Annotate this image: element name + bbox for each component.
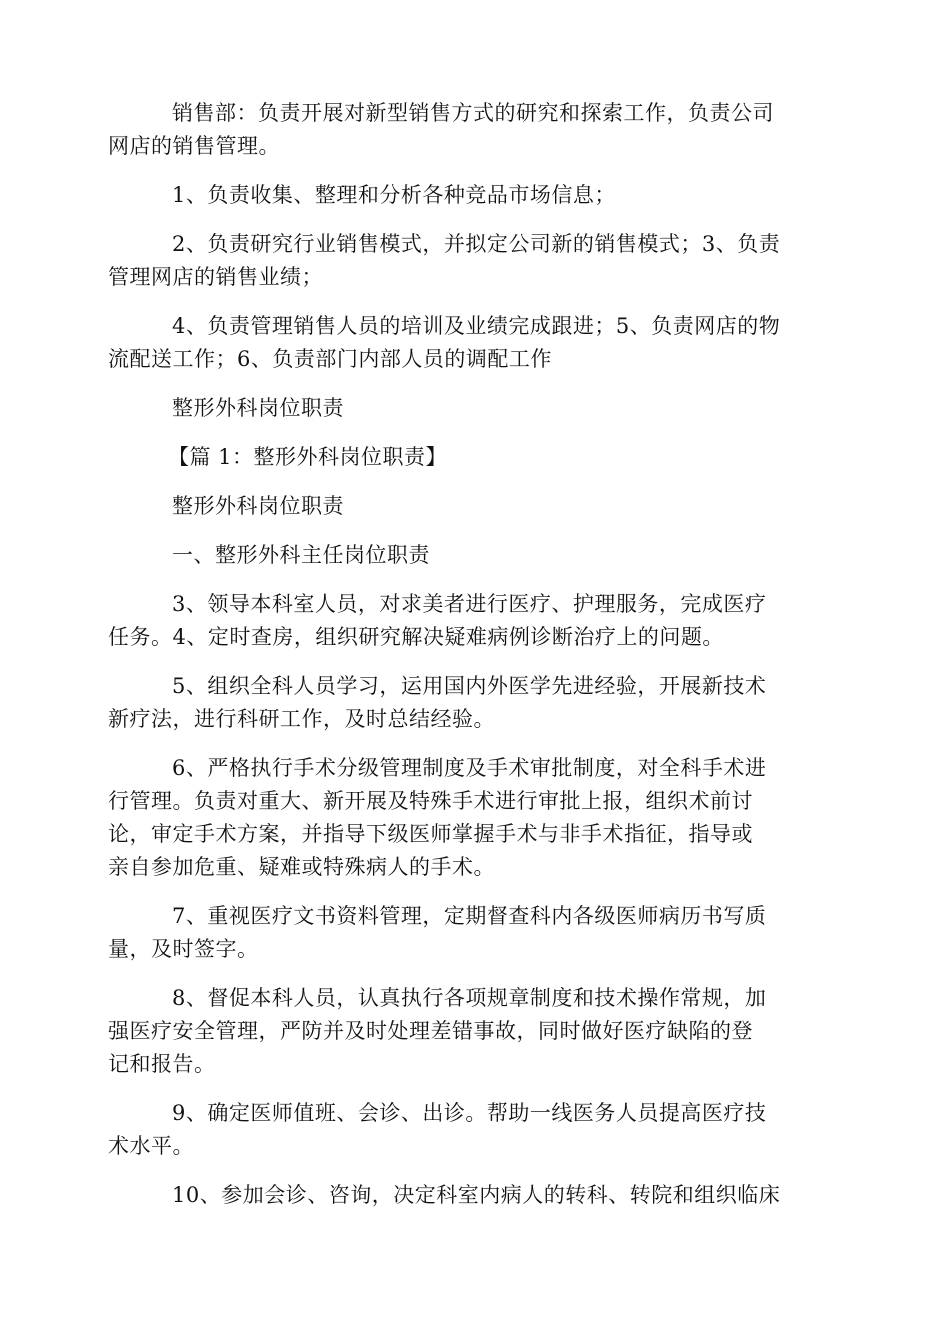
text-line: 7、重视医疗文书资料管理，定期督查科内各级医师病历书写质	[172, 904, 767, 928]
text-line: 9、确定医师值班、会诊、出诊。帮助一线医务人员提高医疗技	[172, 1101, 767, 1125]
text-line: 记和报告。	[108, 1052, 216, 1076]
text-line: 2、负责研究行业销售模式，并拟定公司新的销售模式；3、负责	[172, 232, 781, 256]
paragraph-duty-7	[108, 900, 820, 966]
paragraph-duty-3-4	[108, 588, 820, 654]
paragraph-duty-5	[108, 670, 820, 736]
paragraph-duty-9	[108, 1097, 820, 1163]
text-line: 论，审定手术方案，并指导下级医师掌握手术与非手术指征，指导或	[108, 822, 753, 846]
text-line: 整形外科岗位职责	[172, 494, 344, 518]
subsection-heading	[140, 539, 820, 572]
text-line: 6、严格执行手术分级管理制度及手术审批制度，对全科手术进	[172, 756, 767, 780]
text-line: 4、负责管理销售人员的培训及业绩完成跟进；5、负责网店的物	[172, 314, 781, 338]
text-line: 管理网店的销售业绩；	[108, 265, 323, 289]
paragraph-duty-10	[140, 1179, 820, 1212]
text-line: 【篇 1：整形外科岗位职责】	[168, 445, 448, 469]
text-line: 亲自参加危重、疑难或特殊病人的手术。	[108, 855, 495, 879]
text-line: 1、负责收集、整理和分析各种竞品市场信息；	[172, 183, 616, 207]
text-line: 8、督促本科人员，认真执行各项规章制度和技术操作常规，加	[172, 986, 767, 1010]
article-subtitle	[140, 490, 820, 523]
text-line: 一、整形外科主任岗位职责	[172, 543, 430, 567]
text-line: 量，及时签字。	[108, 937, 259, 961]
text-line: 5、组织全科人员学习，运用国内外医学先进经验，开展新技术	[172, 674, 767, 698]
text-line: 任务。4、定时查房，组织研究解决疑难病例诊断治疗上的问题。	[108, 625, 724, 649]
text-line: 新疗法，进行科研工作，及时总结经验。	[108, 707, 495, 731]
text-line: 行管理。负责对重大、新开展及特殊手术进行审批上报，组织术前讨	[108, 789, 753, 813]
text-line: 3、领导本科室人员，对求美者进行医疗、护理服务，完成医疗	[172, 592, 767, 616]
paragraph-duty-6	[108, 752, 820, 884]
text-line: 流配送工作；6、负责部门内部人员的调配工作	[108, 347, 552, 371]
paragraph-item-1	[140, 179, 820, 212]
paragraph-sales-dept	[108, 97, 820, 163]
text-line: 术水平。	[108, 1134, 194, 1158]
text-line: 强医疗安全管理，严防并及时处理差错事故，同时做好医疗缺陷的登	[108, 1019, 753, 1043]
text-line: 10、参加会诊、咨询，决定科室内病人的转科、转院和组织临床	[172, 1183, 781, 1207]
article-title	[140, 441, 820, 474]
paragraph-duty-8	[108, 982, 820, 1081]
paragraph-item-4-6	[108, 310, 820, 376]
section-heading	[140, 392, 820, 425]
paragraph-item-2-3	[108, 228, 820, 294]
text-line: 网店的销售管理。	[108, 134, 280, 158]
text-line: 销售部：负责开展对新型销售方式的研究和探索工作，负责公司	[172, 101, 774, 125]
document-body	[108, 97, 820, 1228]
text-line: 整形外科岗位职责	[172, 396, 344, 420]
